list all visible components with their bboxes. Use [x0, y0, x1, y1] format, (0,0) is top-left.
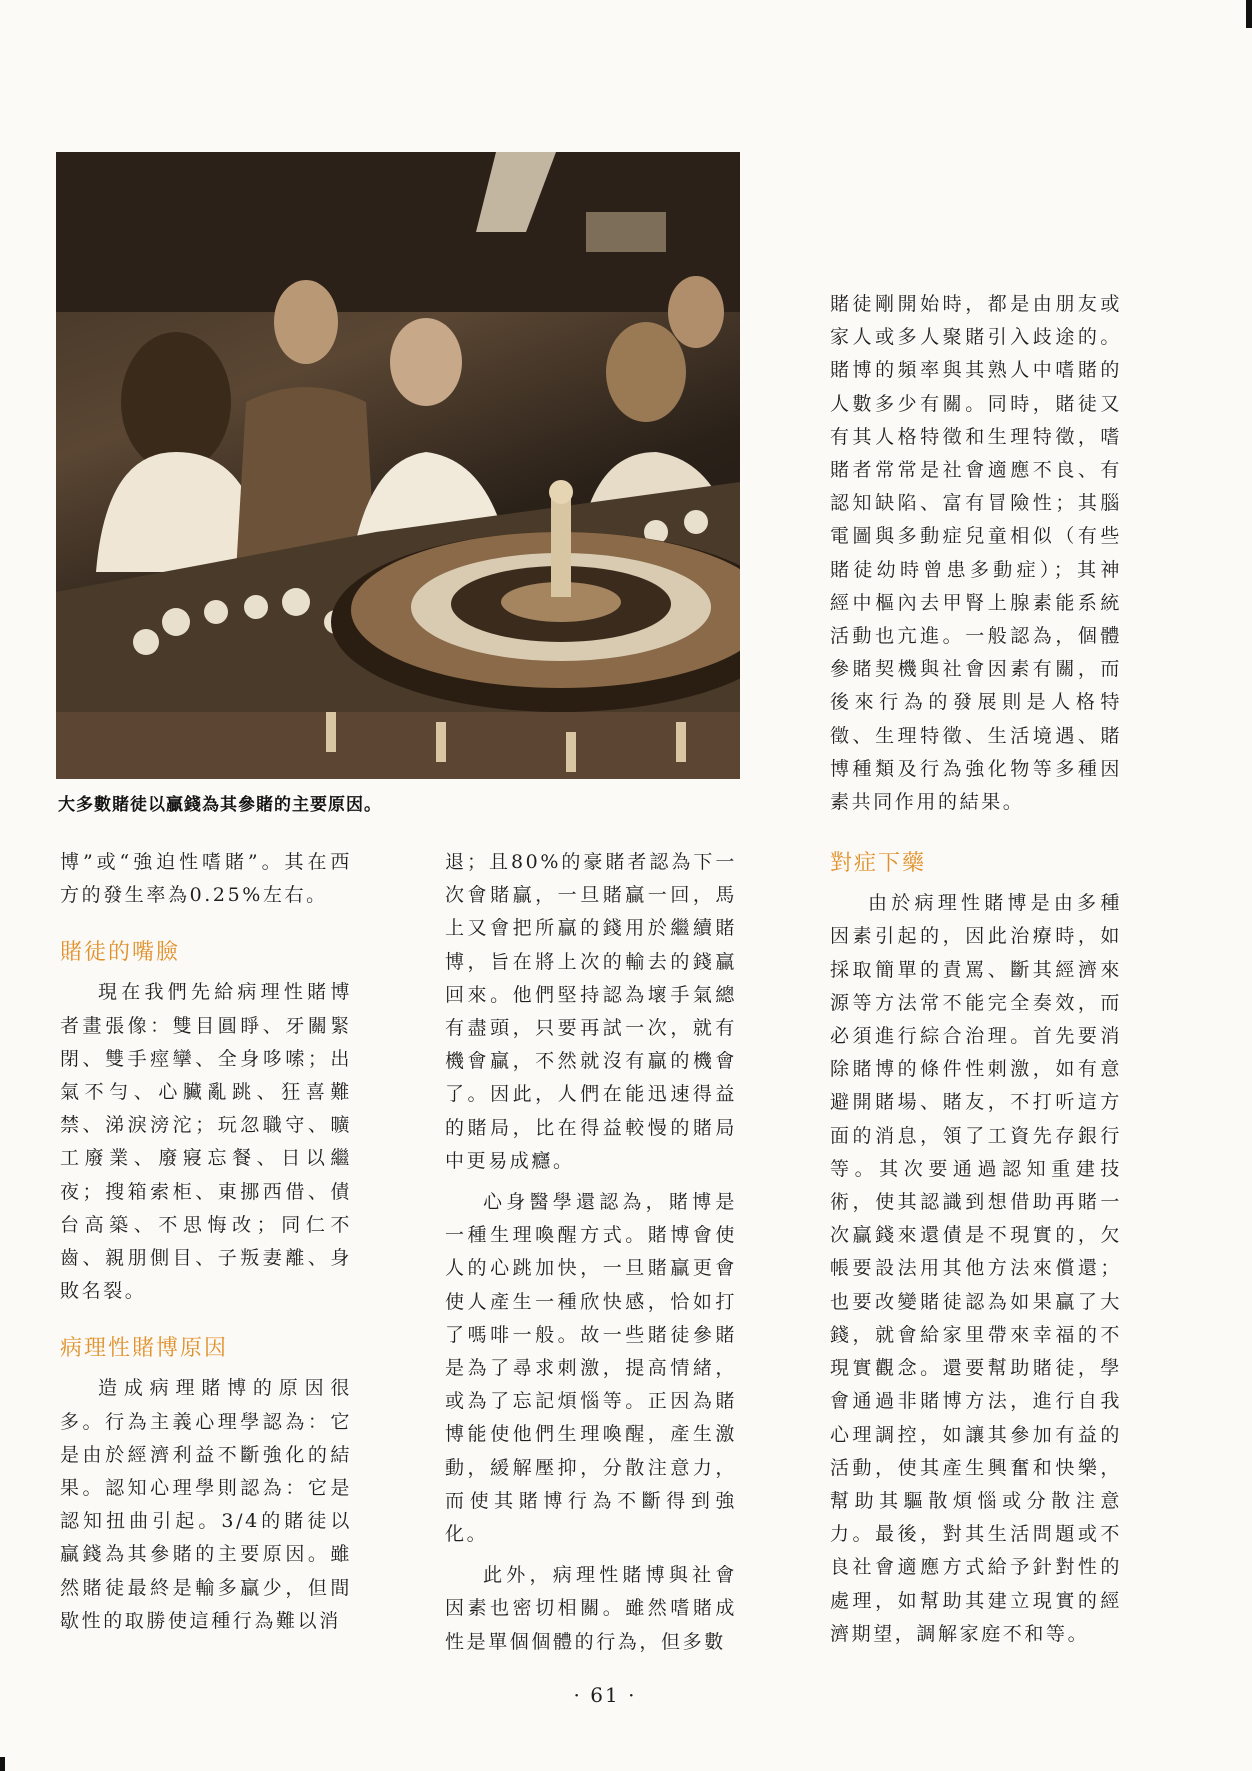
scan-edge-mark: [1246, 0, 1252, 28]
column-1: [60, 846, 352, 1638]
column-3-paragraph-1: 賭徒剛開始時，都是由朋友或家人或多人聚賭引入歧途的。賭博的頻率與其熟人中嗜賭的人數多少有關。同時，賭徒又有其人格特徵和生理特徵，嗜賭者常常是社會適應不良、有認知缺陷、富有冒險性；其腦電圖與多動症兒童相似（有些賭徒幼時曾患多動症）；其神經中樞內去甲腎上腺素能系統活動也亢進。一般認為，個體參賭契機與社會因素有關，而後來行為的發展則是人格特徵、生理特徵、生活境遇、賭博種類及行為強化物等多種因素共同作用的結果。: [830, 293, 1122, 814]
section-heading-treatment: 對症下藥: [830, 851, 927, 877]
roulette-casino-photo: [56, 152, 740, 779]
column-2: [445, 846, 737, 1659]
column-2-paragraph-2: 心身醫學還認為，賭博是一種生理喚醒方式。賭博會使人的心跳加快，一旦賭贏更會使人產生一種欣快感，恰如打了嗎啡一般。故一些賭徒參賭是為了尋求刺激，提高情緒，或為了忘記煩惱等。正因為賭博能使他們生理喚醒，產生激動，緩解壓抑，分散注意力，而使其賭博行為不斷得到強化。: [445, 1191, 737, 1546]
column-2-paragraph-3: 此外，病理性賭博與社會因素也密切相關。雖然嗜賭成性是單個個體的行為，但多數: [445, 1564, 737, 1653]
photo-caption: 大多數賭徒以贏錢為其參賭的主要原因。: [58, 795, 382, 815]
scan-edge-mark-bottom: [0, 1757, 5, 1771]
section-heading-causes: 病理性賭博原因: [60, 1336, 229, 1362]
section-body-gambler-face: 現在我們先給病理性賭博者畫張像：雙目圓睜、牙關緊閉、雙手痙攣、全身哆嗦；出氣不勻、心臟亂跳、狂喜難禁、涕淚滂沱；玩忽職守、曠工廢業、廢寢忘餐、日以繼夜；搜箱索柜、東挪西借、債台高築、不思悔改；同仁不齒、親朋側目、子叛妻離、身敗名裂。: [60, 981, 352, 1303]
column-2-paragraph-1: 退；且80%的豪賭者認為下一次會賭贏，一旦賭贏一回，馬上又會把所贏的錢用於繼續賭博，旨在將上次的輸去的錢贏回來。他們堅持認為壞手氣總有盡頭，只要再試一次，就有機會贏，不然就沒有贏的機會了。因此，人們在能迅速得益的賭局，比在得益較慢的賭局中更易成癮。: [445, 851, 737, 1172]
section-heading-gambler-face: 賭徒的嘴臉: [60, 940, 181, 966]
column-3: [830, 288, 1122, 1651]
page-number: · 61 ·: [573, 1683, 637, 1707]
column-1-continuation: 博”或“強迫性嗜賭”。其在西方的發生率為0.25%左右。: [60, 851, 352, 907]
section-body-causes: 造成病理賭博的原因很多。行為主義心理學認為：它是由於經濟利益不斷強化的結果。認知心理學則認為：它是認知扭曲引起。3/4的賭徒以贏錢為其參賭的主要原因。雖然賭徒最終是輸多贏少，但間歇性的取勝使這種行為難以消: [60, 1377, 352, 1632]
section-body-treatment: 由於病理性賭博是由多種因素引起的，因此治療時，如採取簡單的責罵、斷其經濟來源等方法常不能完全奏效，而必須進行綜合治理。首先要消除賭博的條件性刺激，如有意避開賭場、賭友，不打听這方面的消息，領了工資先存銀行等。其次要通過認知重建技術，使其認識到想借助再賭一次贏錢來還債是不現實的，欠帳要設法用其他方法來償還；也要改變賭徒認為如果贏了大錢，就會給家里帶來幸福的不現實觀念。還要幫助賭徒，學會通過非賭博方法，進行自我心理調控，如讓其參加有益的活動，使其產生興奮和快樂，幫助其驅散煩惱或分散注意力。最後，對其生活問題或不良社會適應方式給予針對性的處理，如幫助其建立現實的經濟期望，調解家庭不和等。: [830, 892, 1122, 1645]
